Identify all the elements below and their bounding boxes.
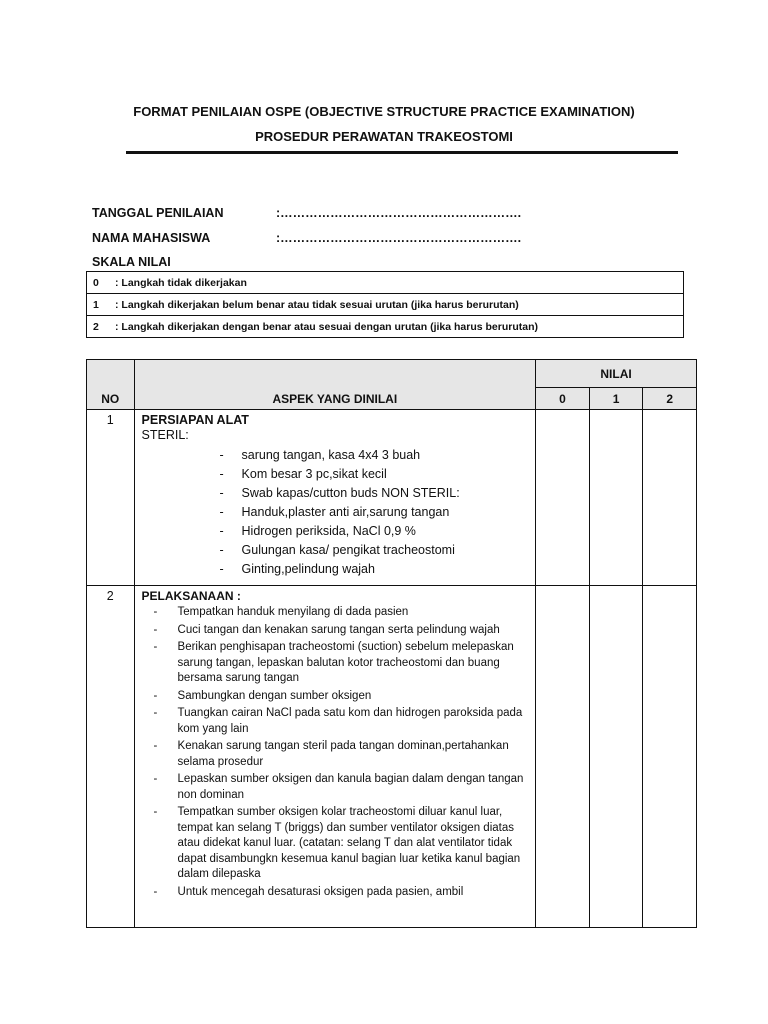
document-subtitle: PROSEDUR PERAWATAN TRAKEOSTOMI [255, 129, 513, 144]
list-item: - Cuci tangan dan kenakan sarung tangan serta pelindung wajah [154, 623, 530, 639]
list-item: - Kenakan sarung tangan steril pada tangan dominan,pertahankan selama prosedur [154, 739, 530, 770]
list-item: - Swab kapas/cutton buds NON STERIL: [220, 484, 536, 503]
nama-value: :…………………………………………………. [276, 231, 522, 245]
equipment-list [142, 446, 536, 579]
score-cell-1[interactable] [589, 586, 643, 928]
document-title: FORMAT PENILAIAN OSPE (OBJECTIVE STRUCTURE PRACTICE EXAMINATION) [133, 104, 635, 119]
row-number: 2 [87, 586, 135, 928]
table-row [87, 410, 697, 586]
list-item: - Gulungan kasa/ pengikat tracheostomi [220, 541, 536, 560]
table-row [87, 586, 697, 928]
col-nilai-header: NILAI [536, 360, 697, 388]
list-item: - Handuk,plaster anti air,sarung tangan [220, 503, 536, 522]
tanggal-value: :…………………………………………………. [276, 206, 522, 220]
list-item: - Tuangkan cairan NaCl pada satu kom dan hidrogen paroksida pada kom yang lain [154, 706, 530, 737]
row-content [134, 586, 536, 928]
row-number: 1 [87, 410, 135, 586]
tanggal-label: TANGGAL PENILAIAN [92, 206, 224, 220]
list-item: - Ginting,pelindung wajah [220, 560, 536, 579]
procedure-list [142, 605, 530, 900]
list-item: - Berikan penghisapan tracheostomi (suction) sebelum melepaskan sarung tangan, lepaskan balutan kotor tracheostomi dan buang bersama sarung tangan [154, 640, 530, 687]
score-cell-2[interactable] [643, 410, 697, 586]
scale-row [87, 294, 683, 316]
section-title: PERSIAPAN ALAT [141, 413, 249, 427]
score-cell-0[interactable] [536, 410, 590, 586]
scale-number: 1 [93, 298, 99, 311]
col-no-header: NO [87, 360, 135, 410]
list-item: - Hidrogen periksida, NaCl 0,9 % [220, 522, 536, 541]
title-underline [126, 151, 678, 154]
score-cell-2[interactable] [643, 586, 697, 928]
row-content [134, 410, 536, 586]
list-item: - Kom besar 3 pc,sikat kecil [220, 465, 536, 484]
scale-row [87, 272, 683, 294]
scale-text: : Langkah tidak dikerjakan [115, 276, 247, 289]
score-2-header: 2 [643, 388, 697, 410]
col-aspek-header: ASPEK YANG DINILAI [134, 360, 536, 410]
scale-row [87, 316, 683, 338]
score-1-header: 1 [589, 388, 643, 410]
scale-number: 0 [93, 276, 99, 289]
scale-number: 2 [93, 320, 99, 333]
list-item: - Tempatkan sumber oksigen kolar tracheostomi diluar kanul luar, tempat kan selang T (briggs) dan sumber ventilator oksigen diatas atau didekat kanul luar. (catatan: selang T dan alat ventilator tidak dapat disambungkn kesemua kanul bagian luar ketika kanul bagian dalam dilepaska [154, 805, 530, 883]
nama-label: NAMA MAHASISWA [92, 231, 211, 245]
list-item: - sarung tangan, kasa 4x4 3 buah [220, 446, 536, 465]
list-item: - Untuk mencegah desaturasi oksigen pada pasien, ambil [154, 885, 530, 901]
section-title: PELAKSANAAN : [141, 589, 241, 603]
scale-table [86, 271, 684, 338]
assessment-table [86, 359, 697, 928]
score-cell-0[interactable] [536, 586, 590, 928]
list-item: - Sambungkan dengan sumber oksigen [154, 689, 530, 705]
scale-text: : Langkah dikerjakan dengan benar atau sesuai dengan urutan (jika harus berurutan) [115, 320, 539, 333]
score-0-header: 0 [536, 388, 590, 410]
score-cell-1[interactable] [589, 410, 643, 586]
scale-text: : Langkah dikerjakan belum benar atau tidak sesuai urutan (jika harus berurutan) [115, 298, 519, 311]
section-subtitle: STERIL: [141, 428, 189, 442]
list-item: - Tempatkan handuk menyilang di dada pasien [154, 605, 530, 621]
skala-label: SKALA NILAI [92, 255, 171, 269]
list-item: - Lepaskan sumber oksigen dan kanula bagian dalam dengan tangan non dominan [154, 772, 530, 803]
